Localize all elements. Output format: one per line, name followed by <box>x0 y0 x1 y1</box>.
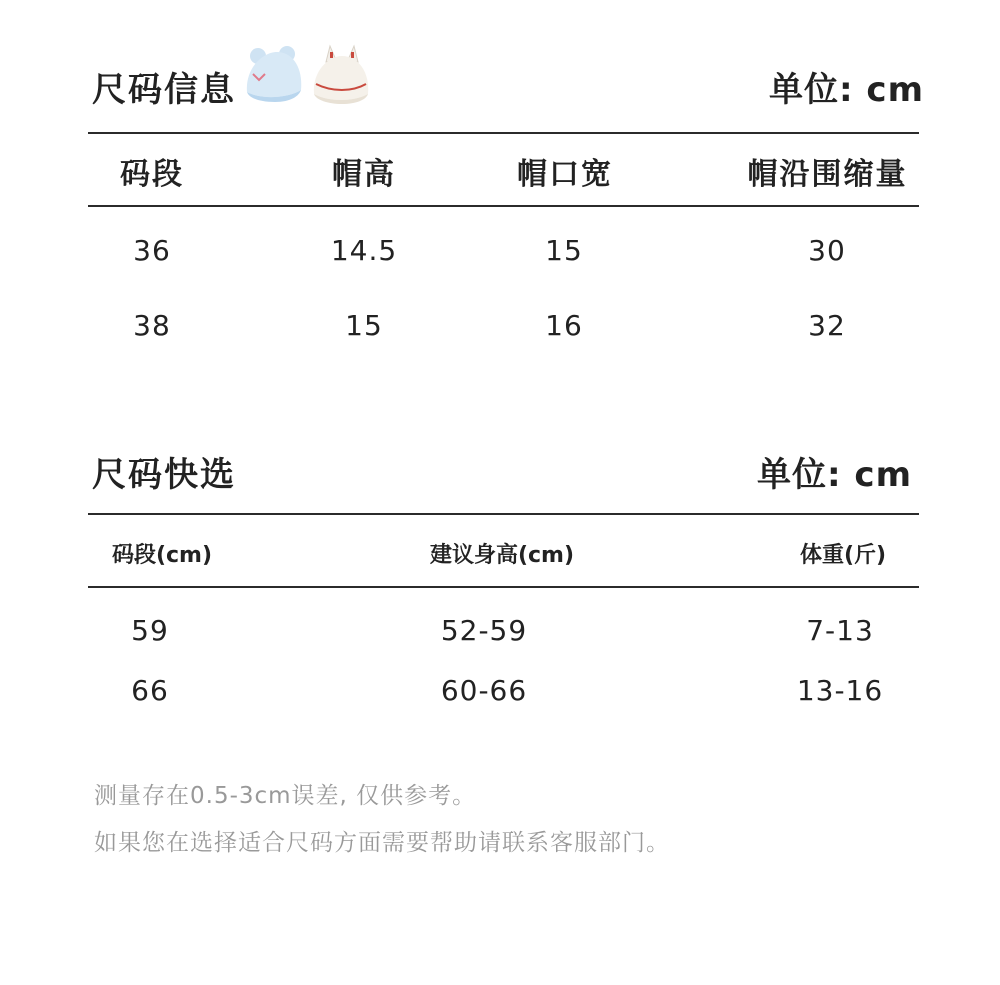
customer-service-note: 如果您在选择适合尺码方面需要帮助请联系客服部门。 <box>94 830 670 856</box>
header-size-range: 码段 <box>120 157 184 192</box>
cell-size: 38 <box>133 309 171 342</box>
header-hat-opening-width: 帽口宽 <box>517 157 613 192</box>
size-info-header-rule <box>88 205 919 207</box>
header-hat-height: 帽高 <box>332 157 396 192</box>
quick-size-top-rule <box>88 513 919 515</box>
cell-suggested-height: 52-59 <box>440 614 528 647</box>
cell-opening-width: 15 <box>545 234 583 267</box>
size-info-unit: 单位: cm <box>768 70 924 110</box>
size-info-title: 尺码信息 <box>92 70 236 110</box>
header-size-cm: 码段(cm) <box>111 543 213 568</box>
quick-size-unit: 单位: cm <box>756 455 912 495</box>
measurement-error-note: 测量存在0.5-3cm误差, 仅供参考。 <box>94 783 477 809</box>
cell-size-cm: 59 <box>131 614 169 647</box>
cell-brim-shrinkage: 30 <box>808 234 846 267</box>
white-baby-hat-icon <box>310 44 372 106</box>
cell-size-cm: 66 <box>131 674 169 707</box>
cell-size: 36 <box>133 234 171 267</box>
size-info-top-rule <box>88 132 919 134</box>
blue-baby-hat-icon <box>243 44 305 106</box>
quick-size-title: 尺码快选 <box>92 455 236 495</box>
header-brim-shrinkage: 帽沿围缩量 <box>747 157 908 192</box>
cell-hat-height: 14.5 <box>330 234 398 267</box>
cell-brim-shrinkage: 32 <box>808 309 846 342</box>
header-suggested-height: 建议身高(cm) <box>429 543 575 568</box>
cell-opening-width: 16 <box>545 309 583 342</box>
cell-weight: 7-13 <box>806 614 874 647</box>
quick-size-header-rule <box>88 586 919 588</box>
header-weight: 体重(斤) <box>799 543 887 568</box>
cell-weight: 13-16 <box>796 674 884 707</box>
cell-hat-height: 15 <box>345 309 383 342</box>
cell-suggested-height: 60-66 <box>440 674 528 707</box>
